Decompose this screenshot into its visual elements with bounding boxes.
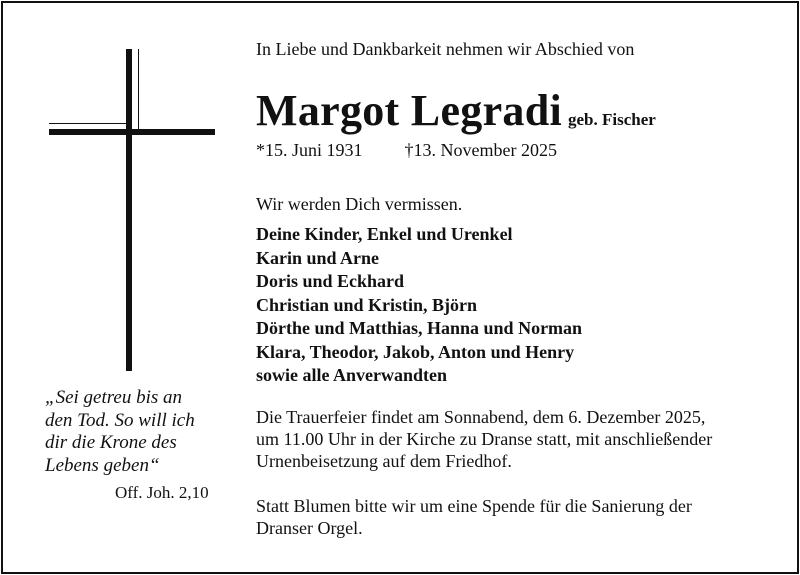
donation-line: Statt Blumen bitte wir um eine Spende für die Sanierung der xyxy=(256,496,692,516)
family-line: Karin und Arne xyxy=(256,247,380,268)
maiden-name: geb. Fischer xyxy=(568,110,656,129)
intro-text: In Liebe und Dankbarkeit nehmen wir Abschied von xyxy=(256,39,635,59)
family-line: Christian und Kristin, Björn xyxy=(256,294,478,315)
birth-date: *15. Juni 1931 xyxy=(256,140,363,160)
family-line: Klara, Theodor, Jakob, Anton und Henry xyxy=(256,341,575,362)
ceremony-line: Die Trauerfeier findet am Sonnabend, dem 6. Dezember 2025, xyxy=(256,407,706,427)
death-date: †13. November 2025 xyxy=(404,140,557,160)
deceased-name: Margot Legradi xyxy=(256,86,563,135)
ceremony-info xyxy=(256,406,796,472)
family-line: Dörthe und Matthias, Hanna und Norman xyxy=(256,318,583,338)
ceremony-line: um 11.00 Uhr in der Kirche zu Dranse statt, mit anschließender xyxy=(256,429,713,449)
verse-line: „Sei getreu bis an xyxy=(45,387,183,408)
verse-line: Lebens geben“ xyxy=(45,454,160,476)
ceremony-line: Urnenbeisetzung auf dem Friedhof. xyxy=(256,451,512,471)
family-line: Doris und Eckhard xyxy=(256,271,405,291)
verse-line: den Tod. So will ich xyxy=(45,409,195,431)
verse-line: dir die Krone des xyxy=(45,432,177,453)
deceased-name-line xyxy=(256,85,656,136)
notice-frame xyxy=(1,1,799,574)
family-line: Deine Kinder, Enkel und Urenkel xyxy=(256,224,513,244)
cross-icon xyxy=(49,49,215,371)
bible-verse xyxy=(45,387,235,477)
donation-info xyxy=(256,495,796,539)
family-list xyxy=(256,223,582,388)
farewell-text: Wir werden Dich vermissen. xyxy=(256,194,463,214)
family-line: sowie alle Anverwandten xyxy=(256,365,447,385)
donation-line: Dranser Orgel. xyxy=(256,518,363,538)
life-dates xyxy=(256,140,557,161)
verse-reference: Off. Joh. 2,10 xyxy=(115,483,209,502)
